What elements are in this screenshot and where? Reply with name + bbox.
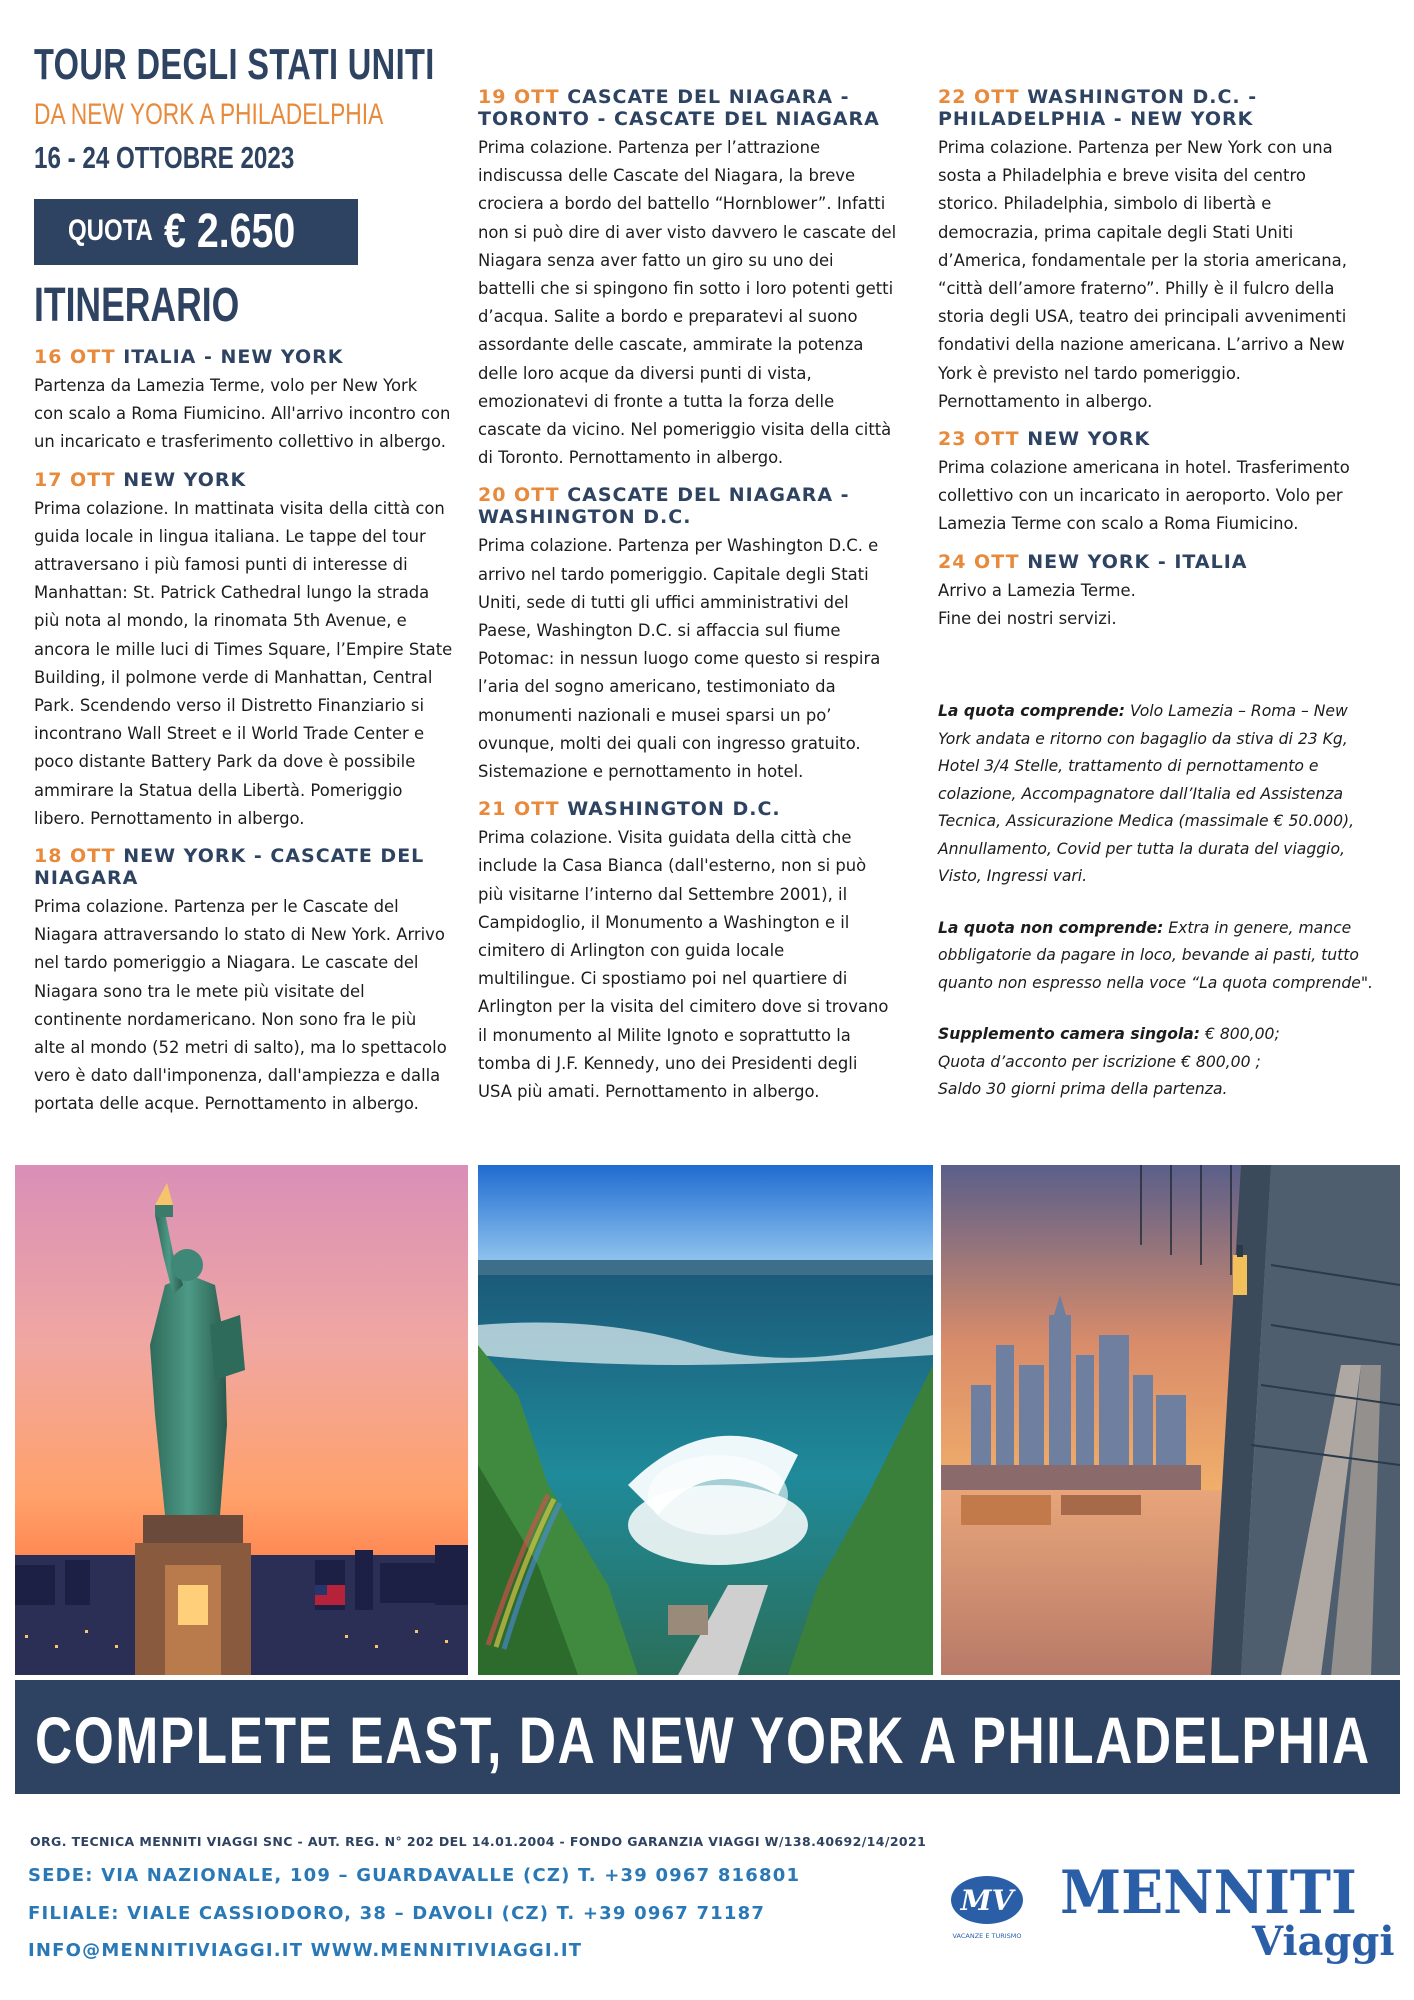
single-room-label: Supplemento camera singola: (938, 1025, 1201, 1043)
includes-label: La quota comprende: (938, 702, 1125, 720)
logo-wordmark: MENNITI (1060, 1858, 1357, 1928)
price-value: € 2.650 (164, 205, 296, 258)
day-place: NEW YORK (1027, 428, 1151, 451)
price-conditions (938, 698, 1378, 1128)
day-place: CASCATE DEL NIAGARA - WASHINGTON D.C. (478, 484, 850, 529)
day-date: 21 OTT (478, 798, 560, 821)
day-date: 24 OTT (938, 550, 1020, 573)
itinerary-column-3 (938, 86, 1370, 645)
day-place: WASHINGTON D.C. - PHILADELPHIA - NEW YORK (938, 86, 1258, 130)
day-heading (34, 845, 474, 889)
day-date: 18 OTT (34, 845, 116, 868)
day-description: Prima colazione. Partenza per l’attrazione indiscussa delle Cascate del Niagara, la breve crociera a bordo del battello “Hornblower”. Infatti non si può dire di aver visto davvero le cascate del Niagara senza aver fatto un giro su uno dei battelli che si spingono fin sotto i loro potenti getti d’acqua. Salite a bordo e preparatevi al suono assordante delle cascate, ammirate la potenza delle loro acque da diversi punti di vista, emozionatevi di fronte a tutta la forza delle cascate da vicino. Nel pomeriggio visita della città di Toronto. Pernottamento in albergo. (478, 138, 897, 468)
day-place: CASCATE DEL NIAGARA - TORONTO - CASCATE DEL NIAGARA (478, 86, 880, 130)
main-office-address: SEDE: VIA NAZIONALE, 109 – GUARDAVALLE (CZ) T. +39 0967 816801 (28, 1865, 801, 1886)
day-heading (34, 469, 474, 491)
day-heading (478, 86, 914, 130)
day-item (478, 798, 914, 1106)
deposit-text: Quota d’acconto per iscrizione € 800,00 ; (938, 1052, 1261, 1071)
day-item (34, 469, 474, 833)
tour-title: TOUR DEGLI STATI UNITI (34, 40, 435, 89)
branch-office-address: FILIALE: VIALE CASSIODORO, 38 – DAVOLI (CZ) T. +39 0967 71187 (28, 1903, 766, 1924)
balance-text: Saldo 30 giorni prima della partenza. (938, 1080, 1228, 1098)
logo-subtitle: Viaggi (1252, 1918, 1395, 1965)
philadelphia-skyline-photo (941, 1165, 1400, 1675)
day-item (34, 346, 474, 457)
day-description: Arrivo a Lamezia Terme. Fine dei nostri servizi. (938, 580, 1136, 628)
statue-of-liberty-photo (15, 1165, 468, 1675)
day-description: Prima colazione. In mattinata visita della città con guida locale in lingua italiana. Le tappe del tour attraversano i più famosi punti di interesse di Manhattan: St. Patrick Cathedral lungo la strada più nota al mondo, la rinomata 5th Avenue, e ancora le mille luci di Times Square, l’Empire State Building, il polmone verde di Manhattan, Central Park. Scendendo verso il Distretto Finanziario si incontrano Wall Street e il World Trade Center e poco distante Battery Park da dove è possibile ammirare la Statua della Libertà. Pomeriggio libero. Pernottamento in albergo. (34, 498, 453, 828)
niagara-falls-photo (478, 1165, 933, 1675)
tour-dates: 16 - 24 OTTOBRE 2023 (34, 140, 295, 175)
contact-links[interactable]: INFO@MENNITIVIAGGI.IT WWW.MENNITIVIAGGI.IT (28, 1940, 583, 1961)
includes-paragraph (938, 698, 1378, 891)
quota-label: QUOTA (68, 214, 153, 247)
day-place: NEW YORK (123, 468, 247, 491)
itinerary-heading: ITINERARIO (34, 279, 240, 332)
day-description: Prima colazione. Visita guidata della città che include la Casa Bianca (dall'esterno, non si può più visitarne l’interno dal Settembre 2001), il Campidoglio, il Monumento a Washington e il cimitero di Arlington con guida locale multilingue. Ci spostiamo poi nel quartiere di Arlington per la visita del cimitero dove si trovano il monumento al Milite Ignoto e soprattutto la tomba di J.F. Kennedy, uno dei Presidenti degli USA più amati. Pernottamento in albergo. (478, 828, 889, 1102)
price-box (34, 199, 358, 265)
excludes-label: La quota non comprende: (938, 918, 1164, 937)
logo-mark-text: MV (960, 1884, 1014, 1917)
day-description: Partenza da Lamezia Terme, volo per New York con scalo a Roma Fiumicino. All'arrivo incontro con un incaricato e trasferimento collettivo in albergo. (34, 376, 451, 452)
logo-tagline: VACANZE E TURISMO (952, 1932, 1022, 1940)
day-description: Prima colazione. Partenza per New York con una sosta a Philadelphia e breve visita del centro storico. Philadelphia, simbolo di libertà e democrazia, prima capitale degli Stati Uniti d’America, fondamentale per la storia americana, “città dell’amore fraterno”. Philly è il fulcro della storia degli USA, teatro dei principali avvenimenti fondativi della nazione americana. L’arrivo a New York è previsto nel tardo pomeriggio. Pernottamento in albergo. (938, 138, 1347, 411)
day-date: 16 OTT (34, 346, 116, 368)
day-description: Prima colazione. Partenza per le Cascate del Niagara attraversando lo stato di New York. Arrivo nel tardo pomeriggio a Niagara. Le cascate del Niagara sono tra le mete più visitate del continente nordamericano. Non sono fra le più alte al mondo (52 metri di salto), ma lo spettacolo vero è dato dall'imponenza, dall'ampiezza e dalla portata delle acque. Pernottamento in albergo. (34, 897, 447, 1114)
day-heading (34, 346, 474, 368)
day-heading (478, 484, 914, 528)
day-description: Prima colazione americana in hotel. Trasferimento collettivo con un incaricato in aeroporto. Volo per Lamezia Terme con scalo a Roma Fiumicino. (938, 458, 1350, 534)
day-heading (478, 798, 914, 820)
day-date: 19 OTT (478, 86, 560, 108)
day-item (938, 551, 1370, 633)
day-item (938, 428, 1370, 539)
excludes-paragraph (938, 915, 1378, 998)
day-heading (938, 86, 1370, 130)
supplements-paragraph (938, 1021, 1378, 1104)
day-date: 23 OTT (938, 428, 1020, 451)
single-room-text: € 800,00; (1200, 1025, 1280, 1043)
excludes-text: Extra in genere, mance obbligatorie da pagare in loco, bevande ai pasti, tutto quanto non espresso nella voce “La quota comprende". (938, 918, 1373, 992)
day-place: NEW YORK - CASCATE DEL NIAGARA (34, 845, 425, 890)
day-heading (938, 428, 1370, 450)
day-description: Prima colazione. Partenza per Washington D.C. e arrivo nel tardo pomeriggio. Capitale degli Stati Uniti, sede di tutti gli uffici amministrativi del Paese, Washington D.C. si affaccia sul fiume Potomac: in nessun luogo come questo si respira l’aria del sogno americano, testimoniato da monumenti nazionali e musei sparsi un po’ ovunque, molti dei quali con ingresso gratuito. Sistemazione e pernottamento in hotel. (478, 536, 881, 782)
day-place: NEW YORK - ITALIA (1027, 550, 1248, 573)
title-banner (15, 1680, 1400, 1794)
organization-info: ORG. TECNICA MENNITI VIAGGI SNC - AUT. REG. N° 202 DEL 14.01.2004 - FONDO GARANZIA VIAGGI W/138.40692/14/2021 (30, 1834, 927, 1849)
day-heading (938, 551, 1370, 573)
day-place: WASHINGTON D.C. (567, 798, 781, 821)
itinerary-column-1 (34, 346, 474, 1131)
day-place: ITALIA - NEW YORK (123, 346, 344, 368)
day-item (34, 845, 474, 1119)
menniti-logo-icon (942, 1872, 1032, 1944)
itinerary-column-2 (478, 86, 914, 1118)
banner-title: COMPLETE EAST, DA NEW YORK A PHILADELPHIA (35, 1703, 1371, 1777)
includes-text: Volo Lamezia – Roma – New York andata e ritorno con bagaglio da stiva di 23 Kg, Hotel 3/4 Stelle, trattamento di pernottamento e colazione, Accompagnatore dall’Italia ed Assistenza Tecnica, Assicurazione Medica (massimale € 50.000), Annullamento, Covid per tutta la durata del viaggio, Visto, Ingressi vari. (938, 702, 1355, 885)
day-date: 22 OTT (938, 86, 1020, 108)
day-date: 20 OTT (478, 484, 560, 507)
day-item (938, 86, 1370, 416)
tour-subtitle: DA NEW YORK A PHILADELPHIA (34, 98, 384, 131)
day-item (478, 484, 914, 786)
day-date: 17 OTT (34, 468, 116, 491)
day-item (478, 86, 914, 472)
